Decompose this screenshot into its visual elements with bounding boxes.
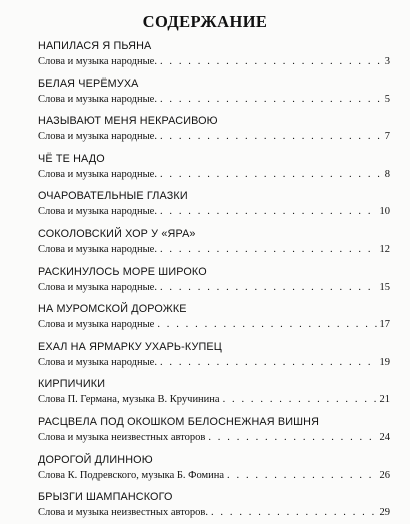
dot-leader	[223, 394, 377, 405]
toc-entry	[38, 185, 390, 223]
page-number: 17	[379, 319, 390, 331]
song-credits: Слова и музыка народные.	[38, 131, 157, 143]
song-title: СОКОЛОВСКИЙ ХОР У «ЯРА»	[38, 227, 196, 240]
song-title: ОЧАРОВАТЕЛЬНЫЕ ГЛАЗКИ	[38, 190, 188, 203]
page-number: 8	[384, 168, 390, 180]
toc-entry	[38, 486, 390, 524]
dot-leader	[160, 56, 382, 67]
song-credits: Слова и музыка неизвестных авторов.	[38, 507, 208, 519]
credit-line	[38, 432, 390, 443]
table-of-contents	[38, 35, 390, 524]
page-title: СОДЕРЖАНИЕ	[142, 12, 268, 31]
dot-leader	[160, 94, 382, 105]
dot-leader	[160, 282, 377, 293]
credit-line	[38, 244, 390, 255]
song-credits: Слова и музыка народные.	[38, 93, 157, 105]
page-number: 3	[384, 56, 390, 67]
song-title: ЕХАЛ НА ЯРМАРКУ УХАРЬ-КУПЕЦ	[38, 340, 222, 353]
dot-leader	[157, 319, 376, 330]
song-credits: Слова и музыка народные.	[38, 168, 157, 180]
toc-entry	[38, 73, 390, 111]
song-credits: Слова П. Германа, музыка В. Кручинина	[38, 394, 220, 406]
song-title: БЕЛАЯ ЧЕРЁМУХА	[38, 77, 139, 90]
credit-line	[38, 206, 390, 217]
dot-leader	[160, 244, 377, 255]
toc-entry	[38, 411, 390, 449]
page-number: 24	[379, 431, 390, 443]
credit-line	[38, 94, 390, 105]
page-number: 10	[379, 206, 390, 218]
credit-line	[38, 394, 390, 405]
song-title: РАСКИНУЛОСЬ МОРЕ ШИРОКО	[38, 265, 207, 278]
credit-line	[38, 56, 390, 67]
toc-entry	[38, 110, 390, 148]
credit-line	[38, 507, 390, 518]
song-title: РАСЦВЕЛА ПОД ОКОШКОМ БЕЛОСНЕЖНАЯ ВИШНЯ	[38, 415, 320, 428]
credit-line	[38, 131, 390, 142]
page-number: 5	[384, 93, 390, 105]
song-title: КИРПИЧИКИ	[38, 378, 106, 391]
toc-entry	[38, 261, 390, 299]
credit-line	[38, 169, 390, 180]
dot-leader	[227, 470, 376, 481]
dot-leader	[160, 206, 377, 217]
toc-entry	[38, 148, 390, 186]
credit-line	[38, 319, 390, 330]
toc-entry	[38, 373, 390, 411]
dot-leader	[211, 507, 377, 518]
song-credits: Слова и музыка народные.	[38, 281, 157, 293]
dot-leader	[208, 432, 376, 443]
page-number: 29	[379, 507, 390, 519]
credit-line	[38, 470, 390, 481]
song-credits: Слова и музыка неизвестных авторов	[38, 431, 206, 443]
song-credits: Слова и музыка народные.	[38, 356, 157, 368]
song-credits: Слова и музыка народные.	[38, 56, 157, 67]
dot-leader	[160, 131, 382, 142]
song-title: ДОРОГОЙ ДЛИННОЮ	[38, 453, 153, 466]
dot-leader	[160, 169, 382, 180]
page-number: 15	[379, 281, 390, 293]
toc-entry	[38, 336, 390, 374]
page-number: 7	[384, 131, 390, 143]
page-number: 21	[379, 394, 390, 406]
song-credits: Слова и музыка народные.	[38, 206, 157, 218]
song-title: НА МУРОМСКОЙ ДОРОЖКЕ	[38, 303, 187, 316]
page-number: 26	[379, 469, 390, 481]
toc-entry	[38, 35, 390, 73]
page-number: 19	[379, 356, 390, 368]
toc-entry	[38, 298, 390, 336]
song-title: НАПИЛАСЯ Я ПЬЯНА	[38, 40, 152, 52]
credit-line	[38, 357, 390, 368]
toc-entry	[38, 449, 390, 487]
song-credits: Слова и музыка народные.	[38, 243, 157, 255]
song-title: ЧЁ ТЕ НАДО	[38, 152, 105, 165]
song-title: НАЗЫВАЮТ МЕНЯ НЕКРАСИВОЮ	[38, 115, 218, 128]
song-title: БРЫЗГИ ШАМПАНСКОГО	[38, 491, 173, 504]
song-credits: Слова и музыка народные	[38, 319, 155, 331]
song-credits: Слова К. Подревского, музыка Б. Фомина	[38, 469, 225, 481]
toc-entry	[38, 223, 390, 261]
dot-leader	[160, 357, 377, 368]
credit-line	[38, 282, 390, 293]
page-number: 12	[379, 243, 390, 255]
